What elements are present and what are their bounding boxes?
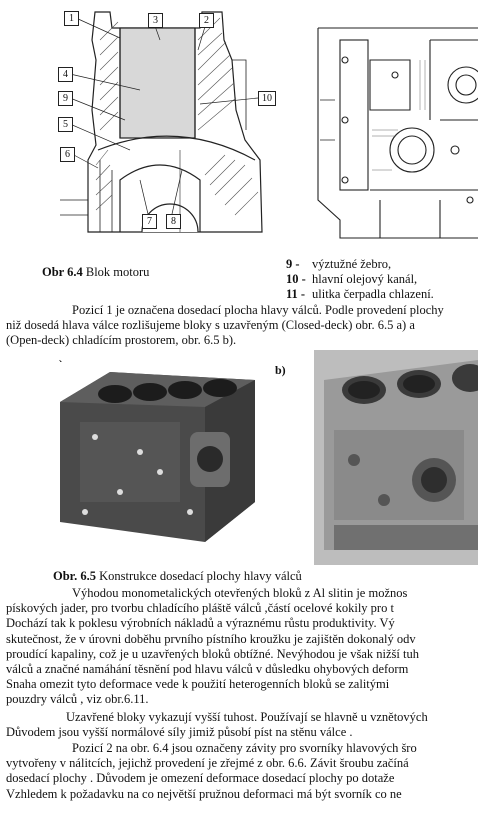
figure-6-5-caption-label: Obr. 6.5 xyxy=(53,569,96,583)
figure-6-4 xyxy=(0,0,478,245)
legend-item xyxy=(286,272,417,287)
figure-6-4-caption-text: Blok motoru xyxy=(82,265,150,279)
callout-9: 9 xyxy=(58,91,73,106)
figure-6-4-caption xyxy=(42,265,149,280)
text-line: vytvořeny v nálitcích, jejichž provedení je zřejmé z obr. 6.6. Závit šroubu začíná xyxy=(6,756,409,771)
paragraph-head-bolts xyxy=(6,741,478,802)
figure-6-5-caption xyxy=(53,569,302,584)
figure-6-5-label-b: b) xyxy=(275,363,286,377)
legend-number: 10 - xyxy=(286,272,306,286)
callout-1: 1 xyxy=(64,11,79,26)
text-line: (Open-deck) chladícím prostorem, obr. 6.5 b). xyxy=(6,333,237,348)
callout-10: 10 xyxy=(258,91,276,106)
text-line: válců a značné namáhání těsnění pod hlavu válců v důsledku ohybových deform xyxy=(6,662,409,677)
text-line: Dochází tak k poklesu výrobních nákladů a výraznému růstu produktivity. Vý xyxy=(6,616,395,631)
legend-number: 11 - xyxy=(286,287,306,301)
callout-3: 3 xyxy=(148,13,163,28)
closed-deck-block-photo xyxy=(40,362,265,550)
figure-6-5-caption-text: Konstrukce dosedací plochy hlavy válců xyxy=(95,569,302,583)
text-line: Uzavřené bloky vykazují vyšší tuhost. Používají se hlavně u vznětových xyxy=(66,710,428,724)
legend-text: ulitka čerpadla chlazení. xyxy=(312,287,434,301)
callout-8: 8 xyxy=(166,214,181,229)
figure-6-4-caption-label: Obr 6.4 xyxy=(42,265,83,279)
callout-2: 2 xyxy=(199,13,214,28)
legend-item xyxy=(286,257,391,272)
callout-6: 6 xyxy=(60,147,75,162)
text-line: Důvodem jsou vyšší normálové síly jimiž působí píst na stěnu válce . xyxy=(6,725,353,740)
text-line: skutečnost, že v úrovni doběhu prvního pístního kroužku je zajištěn dokonalý odv xyxy=(6,631,416,646)
legend-text: výztužné žebro, xyxy=(312,257,392,271)
open-deck-block-photo xyxy=(314,350,478,565)
text-line: proudící kapaliny, což je u uzavřených bloků obtížné. Nevýhodou je však nižší tuh xyxy=(6,646,419,661)
text-line: Pozicí 1 je označena dosedací plocha hlavy válců. Podle provedení plochy xyxy=(72,303,444,317)
paragraph-closed-open-deck xyxy=(6,303,478,349)
callout-4: 4 xyxy=(58,67,73,82)
text-line: pouzdry válců , viz obr.6.11. xyxy=(6,692,149,707)
text-line: Vzhledem k požadavku na co největší pružnou deformaci má být svorník co ne xyxy=(6,786,402,801)
legend-text: hlavní olejový kanál, xyxy=(312,272,418,286)
text-line: Pozicí 2 na obr. 6.4 jsou označeny závity pro svorníky hlavových šro xyxy=(72,741,417,755)
text-line: niž dosedá hlava válce rozlišujeme bloky s uzavřeným (Closed-deck) obr. 6.5 a) a xyxy=(6,318,415,333)
text-line: pískových jader, pro tvorbu chladícího pláště válců ,částí ocelové kokily pro t xyxy=(6,601,394,616)
text-line: dosedací plochy . Důvodem je omezení deformace dosedací plochy po dotaže xyxy=(6,771,395,786)
callout-5: 5 xyxy=(58,117,73,132)
legend-number: 9 - xyxy=(286,257,300,271)
paragraph-closed-deck xyxy=(6,710,478,740)
text-line: Výhodou monometalických otevřených bloků z Al slitin je možnos xyxy=(72,586,408,600)
text-line: Snaha omezit tyto deformace vede k použití heterogenních bloků se zalitými xyxy=(6,677,390,692)
legend-item xyxy=(286,287,434,302)
callout-7: 7 xyxy=(142,214,157,229)
paragraph-open-deck-advantages xyxy=(6,586,478,708)
